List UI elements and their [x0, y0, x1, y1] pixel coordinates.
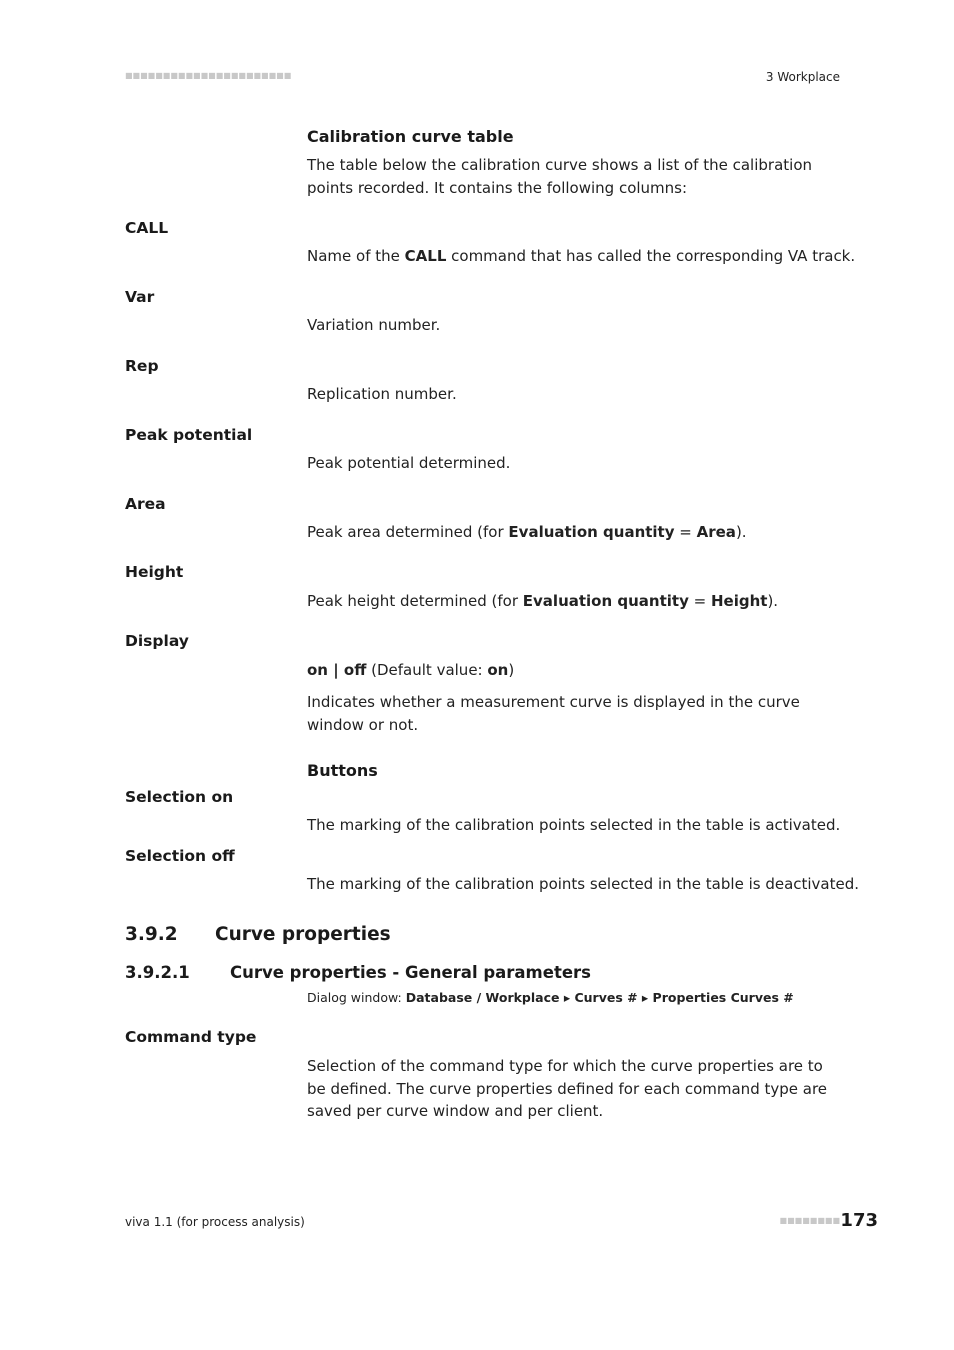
subsection-number: 3.9.2.1: [125, 963, 190, 982]
buttons-heading: Buttons: [307, 761, 378, 780]
desc-display: Indicates whether a measurement curve is displayed in the curve window or not.: [307, 693, 800, 734]
header-decoration: ■■■■■■■■■■■■■■■■■■■■■■: [125, 71, 292, 80]
term-selection-on: Selection on: [125, 788, 234, 806]
desc-command-type: Selection of the command type for which the curve properties are to be defined. The curve properties defined for each command type are saved per curve window and per client.: [307, 1057, 828, 1120]
desc-selection-on: The marking of the calibration points selected in the table is activated.: [307, 816, 841, 834]
desc-var: Variation number.: [307, 316, 441, 334]
section-title: Curve properties: [215, 924, 391, 945]
desc-height: Peak height determined (for Evaluation quantity = Height).: [307, 592, 779, 610]
term-call: CALL: [125, 219, 169, 237]
term-display: Display: [125, 632, 189, 650]
term-peak-potential: Peak potential: [125, 426, 253, 444]
term-command-type: Command type: [125, 1028, 257, 1046]
footer-product: viva 1.1 (for process analysis): [125, 1215, 305, 1229]
desc-area: Peak area determined (for Evaluation quantity = Area).: [307, 523, 747, 541]
term-height: Height: [125, 563, 184, 581]
subsection-title: Curve properties - General parameters: [230, 963, 591, 982]
display-values: on | off (Default value: on): [307, 661, 515, 679]
calibration-table-intro: The table below the calibration curve shows a list of the calibration points recorded. It contains the following columns:: [307, 156, 812, 197]
term-selection-off: Selection off: [125, 847, 235, 865]
page-number: 173: [840, 1210, 878, 1231]
desc-call: Name of the CALL command that has called the corresponding VA track.: [307, 247, 856, 265]
desc-rep: Replication number.: [307, 385, 457, 403]
term-var: Var: [125, 288, 155, 306]
calibration-table-heading: Calibration curve table: [307, 127, 514, 146]
desc-peak-potential: Peak potential determined.: [307, 454, 511, 472]
dialog-window-path: Dialog window: Database / Workplace ▸ Curves # ▸ Properties Curves #: [307, 990, 794, 1005]
footer-decoration: ■■■■■■■■: [779, 1216, 840, 1225]
term-rep: Rep: [125, 357, 159, 375]
term-area: Area: [125, 495, 166, 513]
desc-selection-off: The marking of the calibration points selected in the table is deactivated.: [307, 875, 860, 893]
chapter-title: 3 Workplace: [765, 70, 840, 84]
section-number: 3.9.2: [125, 924, 178, 945]
